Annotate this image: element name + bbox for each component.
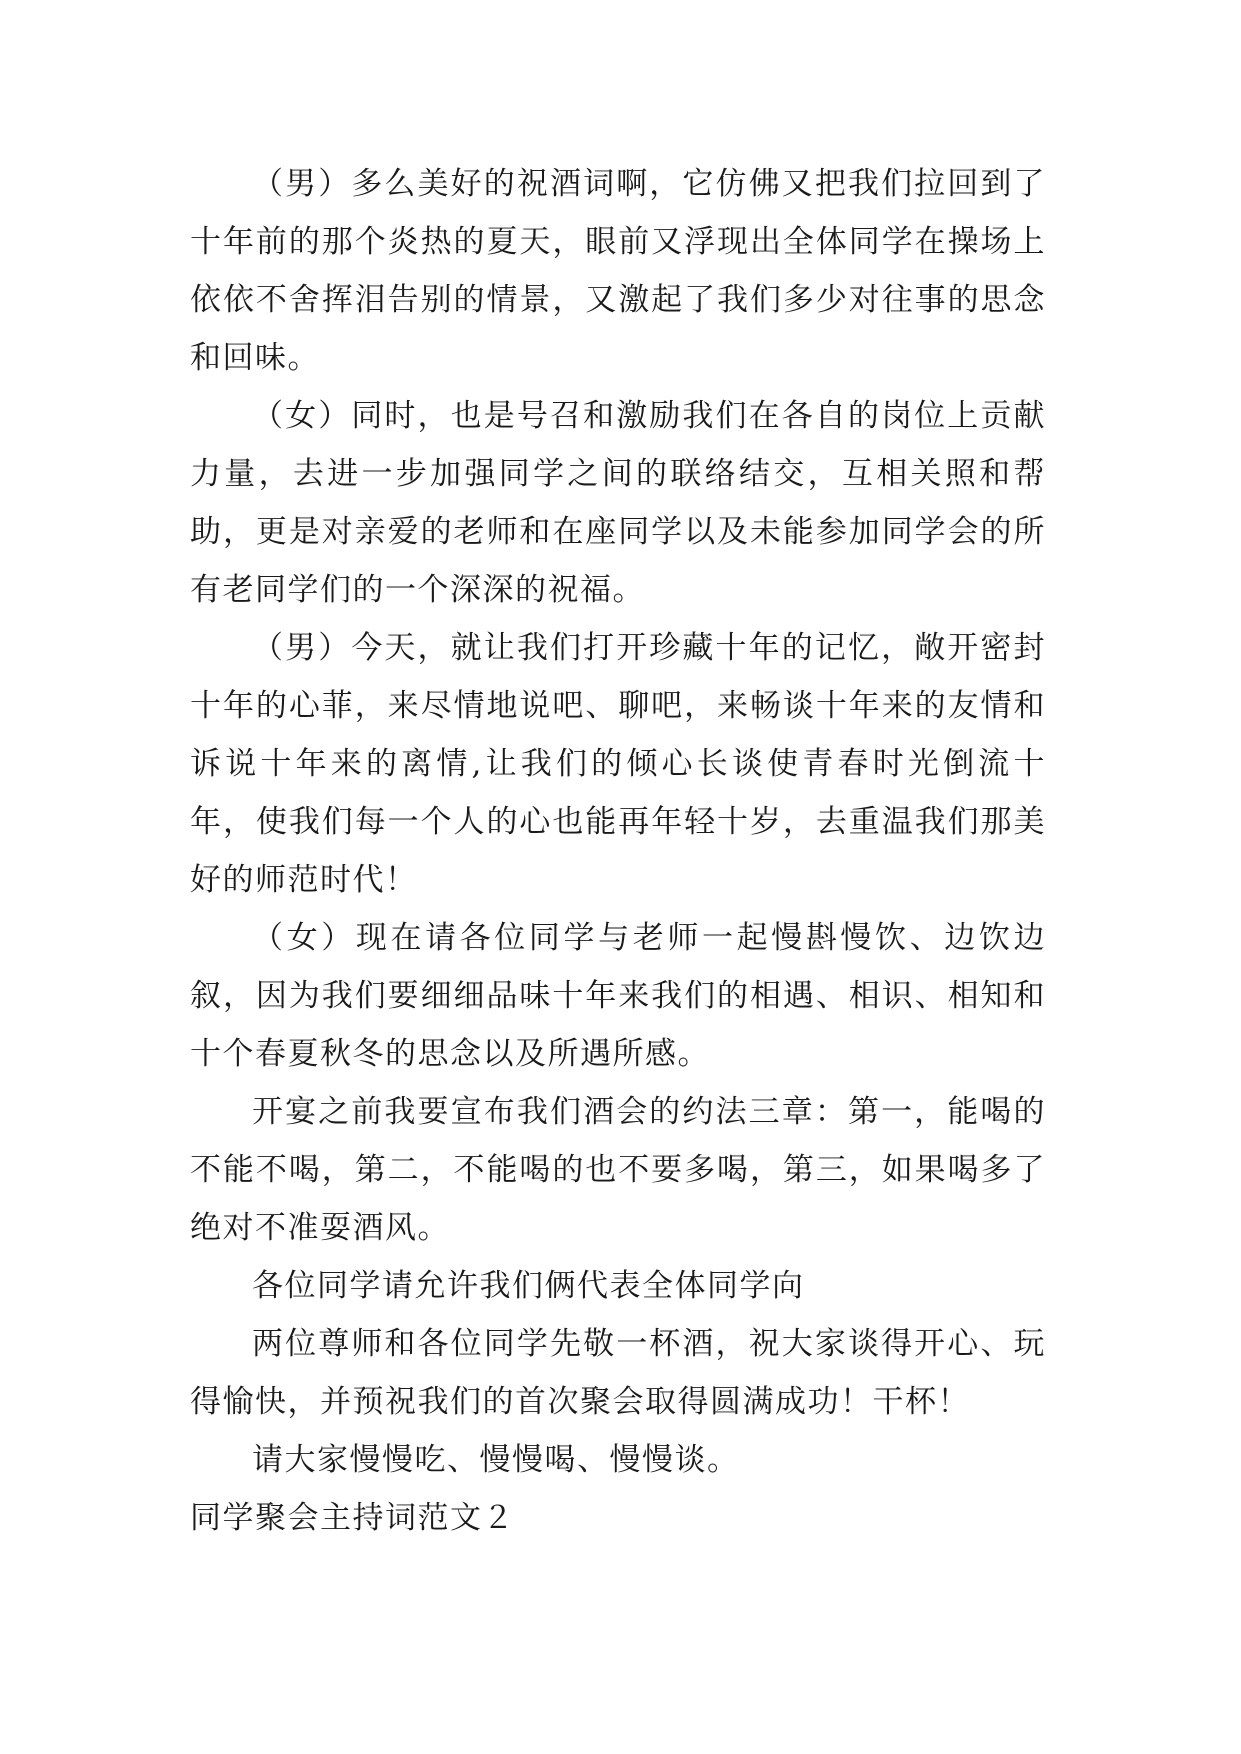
paragraph-toast-wishes: 两位尊师和各位同学先敬一杯酒，祝大家谈得开心、玩得愉快，并预祝我们的首次聚会取得圆满成功！干杯！ — [190, 1326, 1046, 1420]
paragraph-male-memories: （男）今天，就让我们打开珍藏十年的记忆，敞开密封十年的心菲，来尽情地说吧、聊吧，来畅谈十年来的友情和诉说十年来的离情,让我们的倾心长谈使青春时光倒流十年，使我们每一个人的心也能再年轻十岁，去重温我们那美好的师范时代！ — [190, 630, 1046, 898]
section-heading: 同学聚会主持词范文２ — [190, 1500, 515, 1536]
document-body — [190, 155, 1046, 1547]
paragraph-female-encouragement: （女）同时，也是号召和激励我们在各自的岗位上贡献力量，去进一步加强同学之间的联络结交，互相关照和帮助，更是对亲爱的老师和在座同学以及未能参加同学会的所有老同学们的一个深深的祝福。 — [190, 398, 1046, 608]
paragraph-male-toast-reflection: （男）多么美好的祝酒词啊，它仿佛又把我们拉回到了十年前的那个炎热的夏天，眼前又浮现出全体同学在操场上依依不舍挥泪告别的情景，又激起了我们多少对往事的思念和回味。 — [190, 166, 1046, 376]
paragraph-banquet-rules: 开宴之前我要宣布我们酒会的约法三章：第一，能喝的不能不喝，第二，不能喝的也不要多喝，第三，如果喝多了绝对不准耍酒风。 — [190, 1094, 1046, 1246]
paragraph-enjoy-meal: 请大家慢慢吃、慢慢喝、慢慢谈。 — [252, 1442, 740, 1478]
paragraph-female-invitation: （女）现在请各位同学与老师一起慢斟慢饮、边饮边叙，因为我们要细细品味十年来我们的相遇、相识、相知和十个春夏秋冬的思念以及所遇所感。 — [190, 920, 1046, 1072]
paragraph-toast-intro: 各位同学请允许我们俩代表全体同学向 — [252, 1268, 805, 1304]
